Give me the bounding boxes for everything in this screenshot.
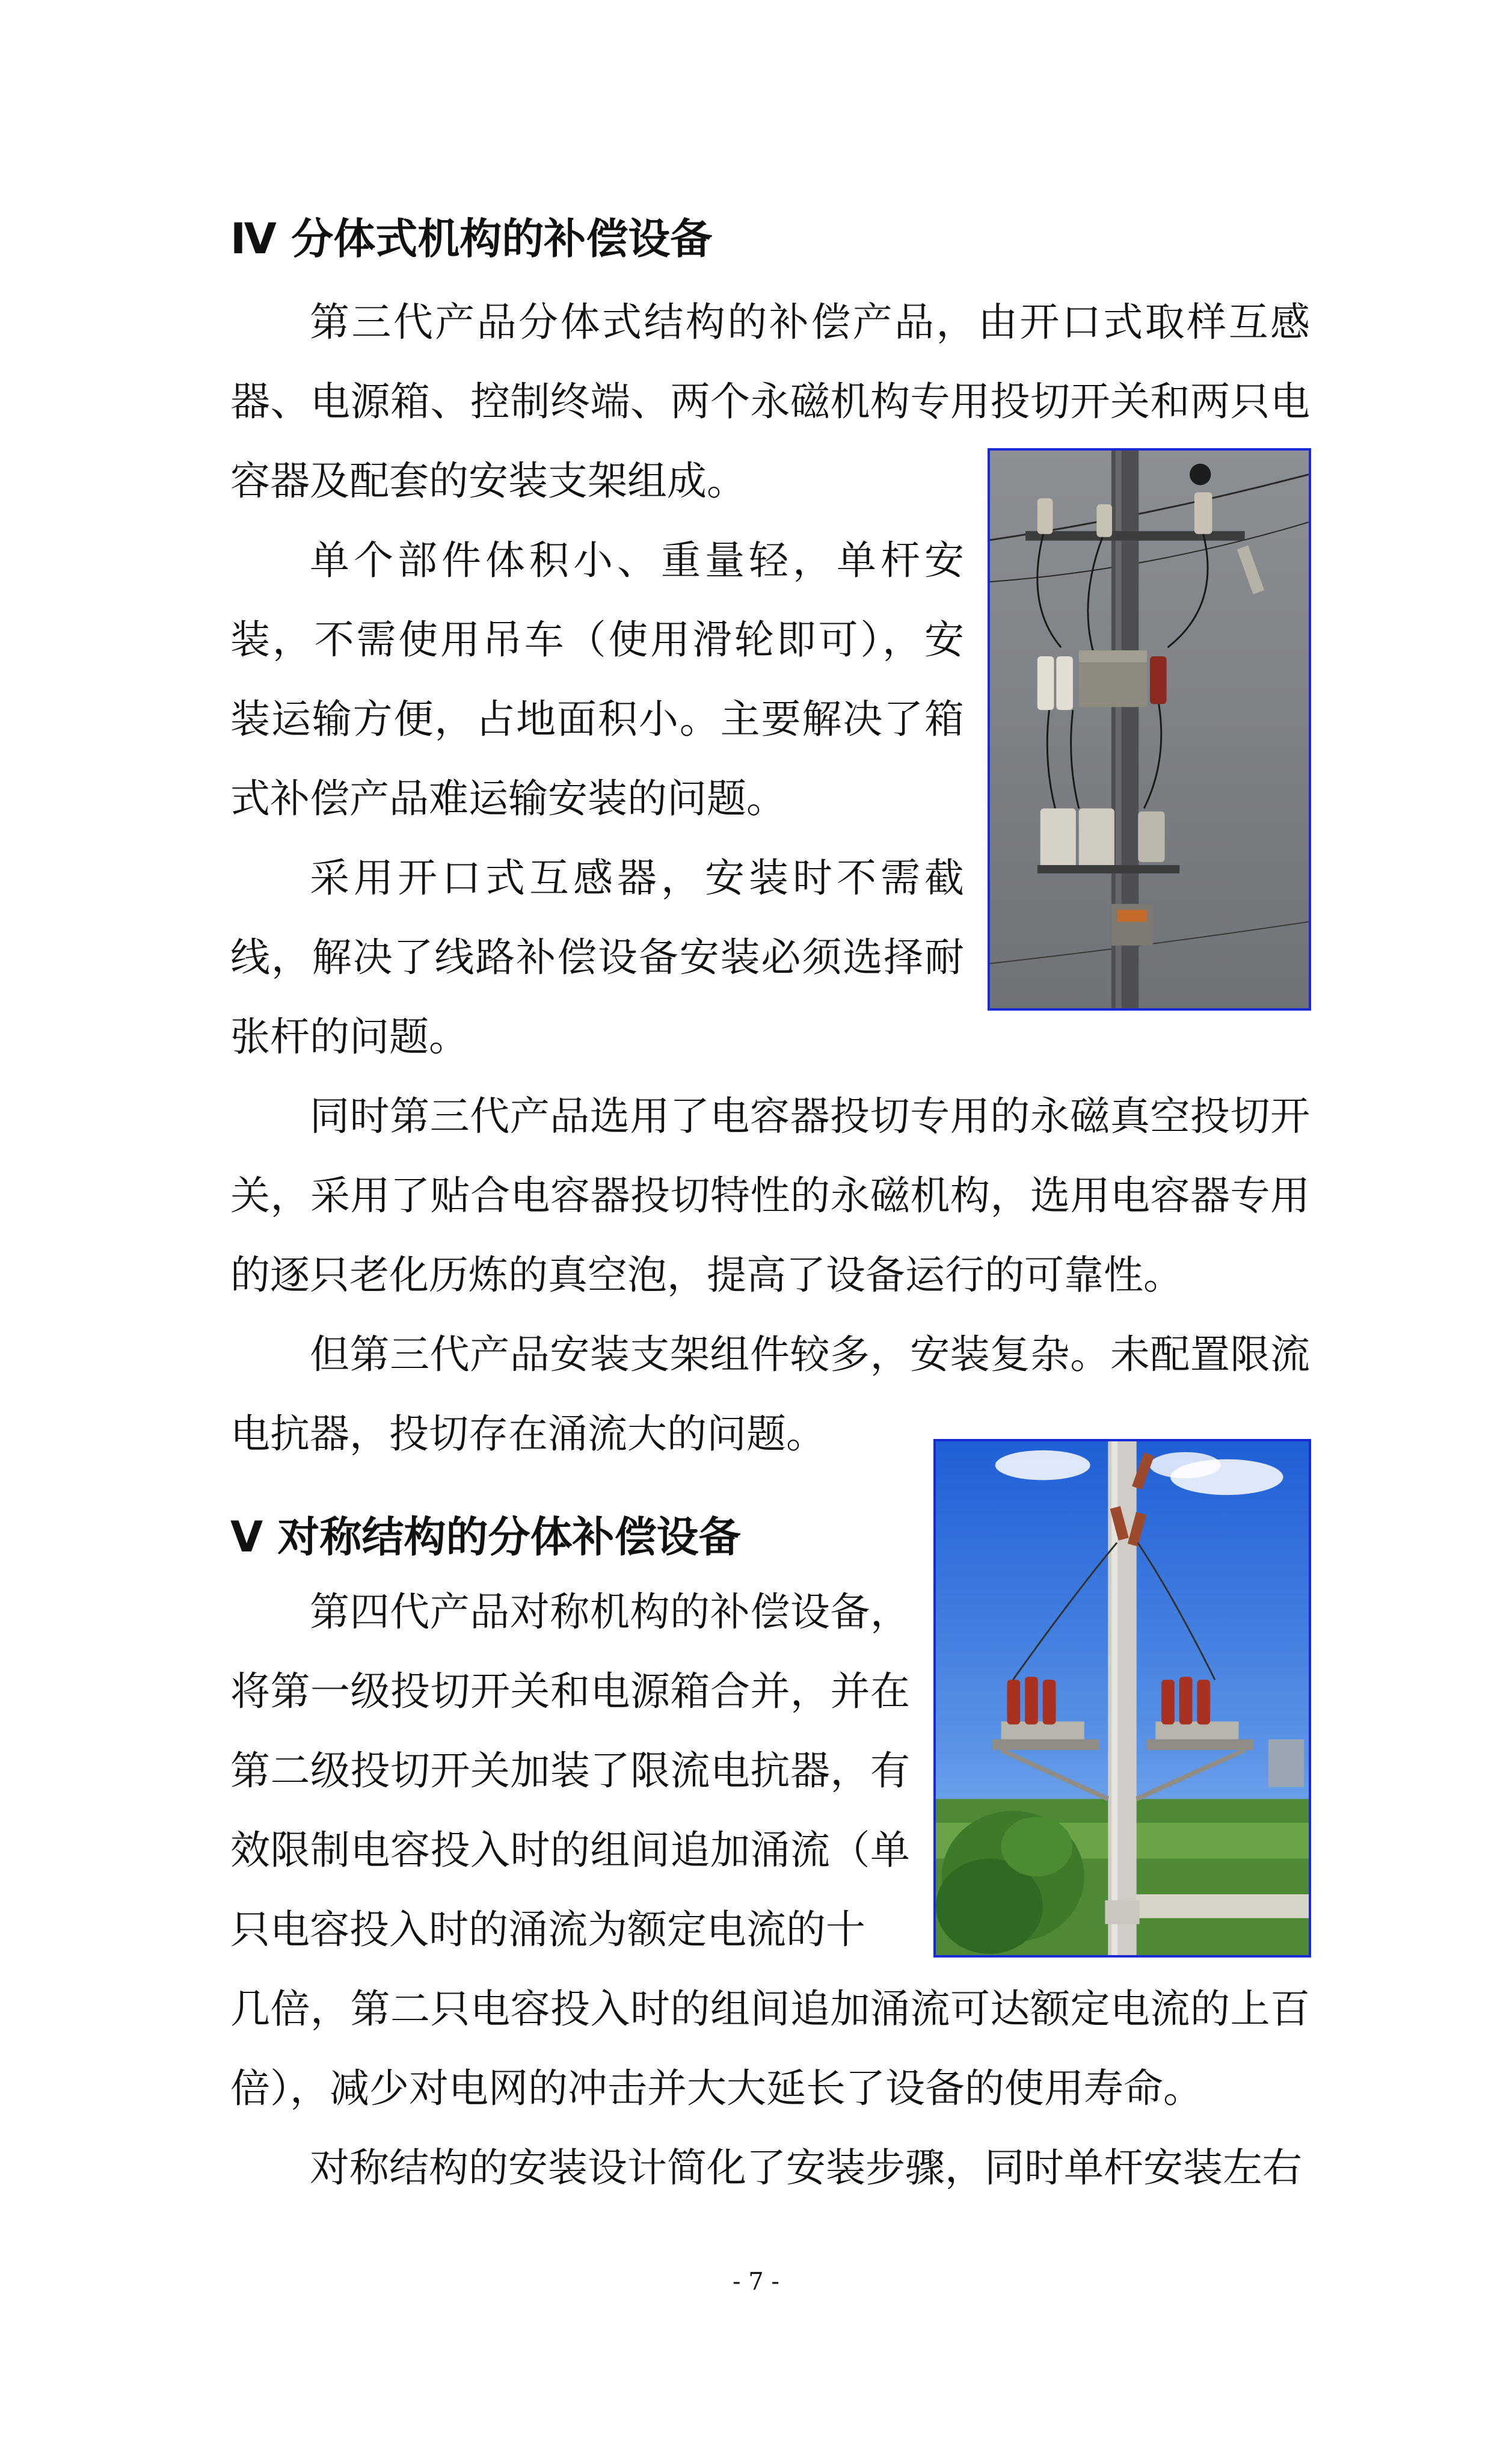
section-iv-paragraph-3: 采用开口式互感器，安装时不需截线，解决了线路补偿设备安装必须选择耐张杆的问题。 [230,855,964,1060]
pole-photo-1-illustration [990,451,1309,1008]
section-iv-paragraph-1: 第三代产品分体式结构的补偿产品，由开口式取样互感器、电源箱、控制终端、两个永磁机构专用投切开关和两只电容器及配套的安装支架组成。 [230,299,1310,504]
pole-equipment-photo-1 [988,448,1311,1011]
section-v-paragraph-2: 对称结构的安装设计简化了安装步骤，同时单杆安装左右 [310,2145,1302,2191]
section-v-heading: Ⅴ 对称结构的分体补偿设备 [230,1512,741,1562]
section-iv-paragraph-2: 单个部件体积小、重量轻，单杆安装，不需使用吊车（使用滑轮即可），安装运输方便，占地面积小。主要解决了箱式补偿产品难运输安装的问题。 [230,537,964,822]
section-iv-paragraph-5: 但第三代产品安装支架组件较多，安装复杂。未配置限流电抗器，投切存在涌流大的问题。 [230,1331,1310,1457]
pole-equipment-photo-2 [933,1439,1311,1958]
section-v-paragraph-1-part-1: 第四代产品对称机构的补偿设备，将第一级投切开关和电源箱合并，并在第二级投切开关加装了限流电抗器，有效限制电容投入时的组间追加涌流（单只电容投入时的涌流为额定电流的十 [230,1589,910,1953]
section-iv-heading: Ⅳ 分体式机构的补偿设备 [230,214,713,263]
page-number: - 7 - [733,2268,779,2296]
section-v-paragraph-1-part-2: 几倍，第二只电容投入时的组间追加涌流可达额定电流的上百倍），减少对电网的冲击并大大延长了设备的使用寿命。 [230,1986,1310,2112]
section-iv-paragraph-4: 同时第三代产品选用了电容器投切专用的永磁真空投切开关，采用了贴合电容器投切特性的永磁机构，选用电容器专用的逐只老化历炼的真空泡，提高了设备运行的可靠性。 [230,1093,1310,1298]
pole-photo-2-illustration [936,1441,1309,1955]
